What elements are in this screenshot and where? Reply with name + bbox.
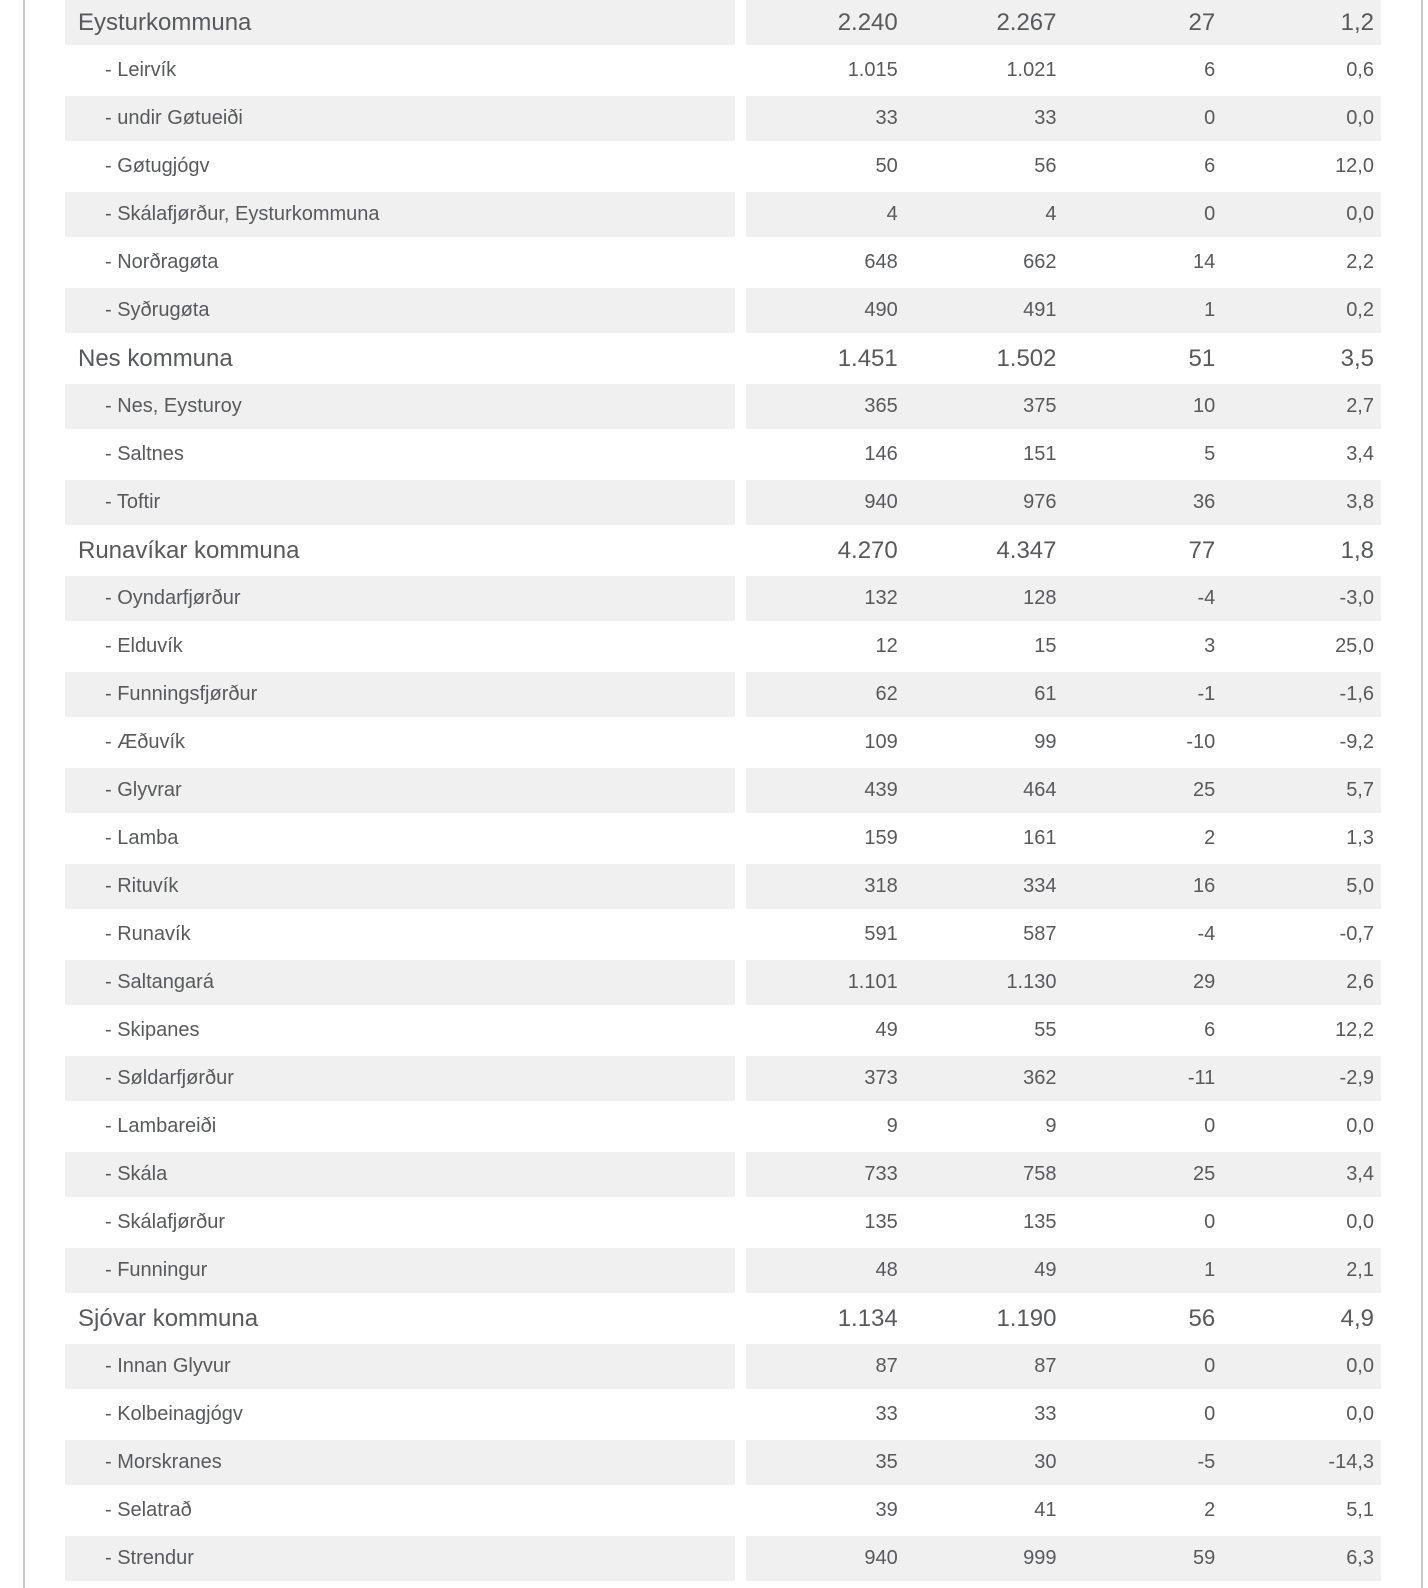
village-row xyxy=(65,480,1381,525)
value-cell: 0 xyxy=(1204,1403,1216,1425)
place-name-cell: Nes kommuna xyxy=(78,344,233,372)
village-row xyxy=(65,240,1381,285)
value-cell: 4,9 xyxy=(1340,1304,1374,1332)
value-cell: 132 xyxy=(864,587,898,609)
place-name-cell: - Toftir xyxy=(65,480,735,525)
value-cell: 33 xyxy=(875,1403,898,1425)
value-cell: 55 xyxy=(1034,1019,1057,1041)
value-cell: -14,3 xyxy=(1328,1451,1374,1473)
row-values xyxy=(746,384,1381,429)
row-values xyxy=(746,912,1381,957)
row-values xyxy=(746,96,1381,141)
value-cell: 2.240 xyxy=(837,8,898,36)
place-name-cell: - Skála xyxy=(65,1152,735,1197)
row-values xyxy=(746,1008,1381,1053)
village-row xyxy=(65,624,1381,669)
village-row xyxy=(65,720,1381,765)
value-cell: 9 xyxy=(1045,1115,1057,1137)
village-row xyxy=(65,48,1381,93)
place-name-cell: - Elduvík xyxy=(105,635,183,657)
value-cell: 35 xyxy=(875,1451,898,1473)
value-cell: -4 xyxy=(1197,587,1216,609)
value-cell: 4 xyxy=(1045,203,1057,225)
row-values xyxy=(746,1440,1381,1485)
value-cell: 0,0 xyxy=(1346,1211,1374,1233)
place-name-cell: Eysturkommuna xyxy=(65,0,735,45)
value-cell: 10 xyxy=(1193,395,1216,417)
value-cell: 0,0 xyxy=(1346,107,1374,129)
place-name-cell: - Lamba xyxy=(105,827,179,849)
village-row xyxy=(65,672,1381,717)
municipality-row xyxy=(65,1296,1381,1341)
value-cell: 0,0 xyxy=(1346,1355,1374,1377)
place-name-cell: - Syðrugøta xyxy=(65,288,735,333)
place-name-cell: - Saltnes xyxy=(105,443,184,465)
value-cell: 373 xyxy=(864,1067,898,1089)
value-cell: 591 xyxy=(864,923,898,945)
row-values xyxy=(746,576,1381,621)
value-cell: 3,8 xyxy=(1346,491,1374,513)
row-values xyxy=(746,1056,1381,1101)
value-cell: 3,5 xyxy=(1340,344,1374,372)
value-cell: 0,2 xyxy=(1346,299,1374,321)
place-name-cell: Sjóvar kommuna xyxy=(78,1304,259,1332)
value-cell: 662 xyxy=(1023,251,1057,273)
value-cell: 87 xyxy=(1034,1355,1057,1377)
value-cell: -5 xyxy=(1197,1451,1216,1473)
value-cell: 490 xyxy=(864,299,898,321)
place-name-cell: - Gøtugjógv xyxy=(105,155,210,177)
place-name-cell: - undir Gøtueiði xyxy=(65,96,735,141)
place-name-cell: - Skálafjørður, Eysturkommuna xyxy=(65,192,735,237)
value-cell: 12 xyxy=(875,635,898,657)
value-cell: 1.015 xyxy=(847,59,898,81)
value-cell: 87 xyxy=(875,1355,898,1377)
village-row xyxy=(65,1248,1381,1293)
value-cell: 56 xyxy=(1034,155,1057,177)
value-cell: 0 xyxy=(1204,107,1216,129)
population-table xyxy=(65,0,1381,1584)
row-values xyxy=(746,1392,1381,1437)
row-values xyxy=(746,336,1381,381)
place-name-cell: - Lambareiði xyxy=(105,1115,217,1137)
value-cell: 12,0 xyxy=(1335,155,1374,177)
village-row xyxy=(65,1392,1381,1437)
value-cell: 733 xyxy=(864,1163,898,1185)
row-values xyxy=(746,0,1381,45)
village-row xyxy=(65,1200,1381,1245)
value-cell: 33 xyxy=(1034,107,1057,129)
value-cell: -11 xyxy=(1187,1067,1216,1089)
value-cell: 99 xyxy=(1034,731,1057,753)
village-row xyxy=(65,432,1381,477)
row-values xyxy=(746,144,1381,189)
value-cell: 36 xyxy=(1193,491,1216,513)
value-cell: 334 xyxy=(1023,875,1057,897)
value-cell: 976 xyxy=(1023,491,1057,513)
place-name-cell: - Kolbeinagjógv xyxy=(105,1403,243,1425)
value-cell: 1,2 xyxy=(1340,8,1374,36)
value-cell: 16 xyxy=(1193,875,1216,897)
value-cell: 0,0 xyxy=(1346,203,1374,225)
value-cell: 25,0 xyxy=(1335,635,1374,657)
value-cell: 12,2 xyxy=(1335,1019,1374,1041)
village-row xyxy=(65,1488,1381,1533)
row-values xyxy=(746,1344,1381,1389)
value-cell: 48 xyxy=(875,1259,898,1281)
value-cell: 1.451 xyxy=(837,344,898,372)
place-name-cell: - Morskranes xyxy=(65,1440,735,1485)
value-cell: 2,6 xyxy=(1346,971,1374,993)
place-name-cell: - Søldarfjørður xyxy=(65,1056,735,1101)
value-cell: 1 xyxy=(1204,1259,1216,1281)
value-cell: 159 xyxy=(864,827,898,849)
value-cell: 2,1 xyxy=(1346,1259,1374,1281)
value-cell: 3 xyxy=(1204,635,1216,657)
value-cell: 6,3 xyxy=(1346,1547,1374,1569)
value-cell: 2,7 xyxy=(1346,395,1374,417)
value-cell: 5,0 xyxy=(1346,875,1374,897)
value-cell: 1,8 xyxy=(1340,536,1374,564)
village-row xyxy=(65,1440,1381,1485)
value-cell: 940 xyxy=(864,491,898,513)
value-cell: 25 xyxy=(1193,779,1216,801)
value-cell: 5,1 xyxy=(1346,1499,1374,1521)
value-cell: -9,2 xyxy=(1339,731,1374,753)
value-cell: 0 xyxy=(1204,203,1216,225)
village-row xyxy=(65,576,1381,621)
village-row xyxy=(65,1008,1381,1053)
place-name-cell: - Norðragøta xyxy=(105,251,219,273)
place-name-cell: - Strendur xyxy=(65,1536,735,1581)
row-values xyxy=(746,1488,1381,1533)
value-cell: 1.502 xyxy=(996,344,1057,372)
value-cell: -2,9 xyxy=(1339,1067,1374,1089)
row-values xyxy=(746,192,1381,237)
value-cell: 318 xyxy=(864,875,898,897)
village-row xyxy=(65,1104,1381,1149)
place-name-cell: - Glyvrar xyxy=(65,768,735,813)
value-cell: 5 xyxy=(1204,443,1216,465)
row-values xyxy=(746,432,1381,477)
value-cell: 2,2 xyxy=(1346,251,1374,273)
value-cell: 49 xyxy=(1034,1259,1057,1281)
row-values xyxy=(746,1152,1381,1197)
place-name-cell: - Rituvík xyxy=(65,864,735,909)
row-values xyxy=(746,720,1381,765)
municipality-row xyxy=(65,0,1381,45)
value-cell: 1 xyxy=(1204,299,1216,321)
village-row xyxy=(65,1152,1381,1197)
value-cell: 6 xyxy=(1204,155,1216,177)
value-cell: 5,7 xyxy=(1346,779,1374,801)
value-cell: 1.021 xyxy=(1006,59,1057,81)
value-cell: 0 xyxy=(1204,1211,1216,1233)
place-name-cell: - Innan Glyvur xyxy=(65,1344,735,1389)
value-cell: -0,7 xyxy=(1339,923,1374,945)
place-name-cell: - Saltangará xyxy=(65,960,735,1005)
place-name-cell: - Skálafjørður xyxy=(105,1211,226,1233)
value-cell: 365 xyxy=(864,395,898,417)
value-cell: 14 xyxy=(1193,251,1216,273)
value-cell: 15 xyxy=(1034,635,1057,657)
value-cell: 51 xyxy=(1188,344,1216,372)
value-cell: 56 xyxy=(1188,1304,1216,1332)
panel-left-border xyxy=(23,0,25,1588)
value-cell: 61 xyxy=(1034,683,1057,705)
value-cell: 3,4 xyxy=(1346,1163,1374,1185)
place-name-cell: - Oyndarfjørður xyxy=(65,576,735,621)
village-row xyxy=(65,1536,1381,1581)
value-cell: 6 xyxy=(1204,1019,1216,1041)
place-name-cell: - Skipanes xyxy=(105,1019,200,1041)
value-cell: 587 xyxy=(1023,923,1057,945)
value-cell: 161 xyxy=(1023,827,1057,849)
place-name-cell: - Æðuvík xyxy=(105,731,186,753)
value-cell: 491 xyxy=(1023,299,1057,321)
place-name-cell: - Nes, Eysturoy xyxy=(65,384,735,429)
value-cell: 0,0 xyxy=(1346,1403,1374,1425)
village-row xyxy=(65,96,1381,141)
village-row xyxy=(65,1056,1381,1101)
row-values xyxy=(746,816,1381,861)
place-name-cell: - Selatrað xyxy=(105,1499,192,1521)
row-values xyxy=(746,864,1381,909)
value-cell: 135 xyxy=(1023,1211,1057,1233)
value-cell: 3,4 xyxy=(1346,443,1374,465)
value-cell: 146 xyxy=(864,443,898,465)
row-values xyxy=(746,1248,1381,1293)
place-name-cell: - Runavík xyxy=(105,923,191,945)
row-values xyxy=(746,1104,1381,1149)
value-cell: 375 xyxy=(1023,395,1057,417)
municipality-row xyxy=(65,528,1381,573)
municipality-row xyxy=(65,336,1381,381)
value-cell: 1.101 xyxy=(847,971,898,993)
row-values xyxy=(746,48,1381,93)
value-cell: 25 xyxy=(1193,1163,1216,1185)
row-values xyxy=(746,624,1381,669)
value-cell: 62 xyxy=(875,683,898,705)
row-values xyxy=(746,1536,1381,1581)
value-cell: 33 xyxy=(875,107,898,129)
value-cell: 464 xyxy=(1023,779,1057,801)
row-values xyxy=(746,288,1381,333)
value-cell: 30 xyxy=(1034,1451,1057,1473)
value-cell: 0 xyxy=(1204,1115,1216,1137)
value-cell: 29 xyxy=(1193,971,1216,993)
village-row xyxy=(65,816,1381,861)
value-cell: 4 xyxy=(886,203,898,225)
village-row xyxy=(65,192,1381,237)
value-cell: 109 xyxy=(864,731,898,753)
value-cell: 49 xyxy=(875,1019,898,1041)
village-row xyxy=(65,144,1381,189)
value-cell: 39 xyxy=(875,1499,898,1521)
value-cell: 9 xyxy=(886,1115,898,1137)
row-values xyxy=(746,480,1381,525)
value-cell: 362 xyxy=(1023,1067,1057,1089)
value-cell: 2.267 xyxy=(996,8,1057,36)
place-name-cell: - Funningsfjørður xyxy=(65,672,735,717)
village-row xyxy=(65,384,1381,429)
value-cell: 648 xyxy=(864,251,898,273)
place-name-cell: - Leirvík xyxy=(105,59,177,81)
value-cell: 0 xyxy=(1204,1355,1216,1377)
value-cell: 33 xyxy=(1034,1403,1057,1425)
value-cell: 4.347 xyxy=(996,536,1057,564)
value-cell: -1 xyxy=(1197,683,1216,705)
value-cell: 1.130 xyxy=(1006,971,1057,993)
row-values xyxy=(746,960,1381,1005)
value-cell: 135 xyxy=(864,1211,898,1233)
village-row xyxy=(65,768,1381,813)
value-cell: 999 xyxy=(1023,1547,1057,1569)
value-cell: 151 xyxy=(1023,443,1057,465)
value-cell: 27 xyxy=(1188,8,1216,36)
value-cell: 41 xyxy=(1034,1499,1057,1521)
village-row xyxy=(65,864,1381,909)
value-cell: -3,0 xyxy=(1339,587,1374,609)
value-cell: -1,6 xyxy=(1339,683,1374,705)
place-name-cell: Runavíkar kommuna xyxy=(78,536,300,564)
value-cell: 1,3 xyxy=(1346,827,1374,849)
place-name-cell: - Funningur xyxy=(65,1248,735,1293)
value-cell: 6 xyxy=(1204,59,1216,81)
value-cell: 2 xyxy=(1204,827,1216,849)
value-cell: 2 xyxy=(1204,1499,1216,1521)
value-cell: 0,6 xyxy=(1346,59,1374,81)
row-values xyxy=(746,1296,1381,1341)
value-cell: 50 xyxy=(875,155,898,177)
value-cell: 4.270 xyxy=(837,536,898,564)
panel-right-border xyxy=(1421,0,1423,1588)
value-cell: -4 xyxy=(1197,923,1216,945)
value-cell: 128 xyxy=(1023,587,1057,609)
village-row xyxy=(65,288,1381,333)
value-cell: 940 xyxy=(864,1547,898,1569)
village-row xyxy=(65,1344,1381,1389)
value-cell: 77 xyxy=(1188,536,1216,564)
row-values xyxy=(746,768,1381,813)
value-cell: 1.134 xyxy=(837,1304,898,1332)
value-cell: -10 xyxy=(1186,731,1216,753)
village-row xyxy=(65,912,1381,957)
row-values xyxy=(746,528,1381,573)
row-values xyxy=(746,672,1381,717)
row-values xyxy=(746,1200,1381,1245)
value-cell: 1.190 xyxy=(996,1304,1057,1332)
value-cell: 59 xyxy=(1193,1547,1216,1569)
row-values xyxy=(746,240,1381,285)
value-cell: 758 xyxy=(1023,1163,1057,1185)
value-cell: 439 xyxy=(864,779,898,801)
value-cell: 0,0 xyxy=(1346,1115,1374,1137)
village-row xyxy=(65,960,1381,1005)
